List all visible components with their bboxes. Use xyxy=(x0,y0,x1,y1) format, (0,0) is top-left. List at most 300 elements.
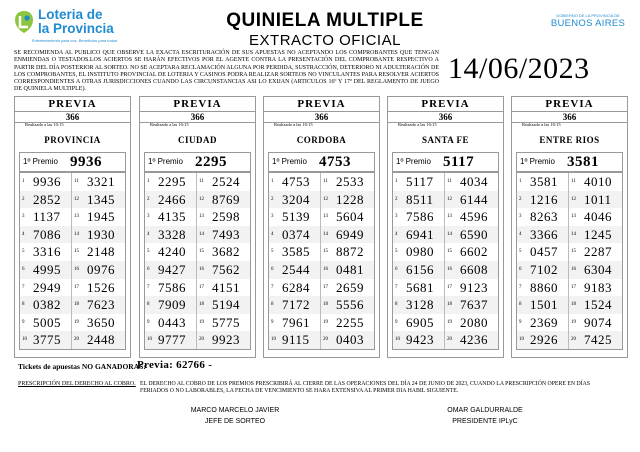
result-number: 3366 xyxy=(530,226,558,242)
position-index: 2 xyxy=(271,196,274,202)
position-index: 14 xyxy=(447,231,452,237)
panel-draw-number: 366 xyxy=(264,111,379,123)
result-number: 6949 xyxy=(336,226,364,242)
column-divider xyxy=(444,191,445,209)
logo-mark-icon xyxy=(14,10,34,34)
column-divider xyxy=(71,208,72,226)
result-row xyxy=(393,208,498,226)
result-number: 6144 xyxy=(460,191,488,207)
result-number: 8860 xyxy=(530,279,558,295)
signer-role: PRESIDENTE IPLyC xyxy=(452,418,518,425)
position-index: 9 xyxy=(519,319,522,325)
position-index: 7 xyxy=(22,284,25,290)
first-prize-value: 3581 xyxy=(567,154,599,170)
result-number: 2080 xyxy=(460,314,488,330)
column-divider xyxy=(320,314,321,332)
position-index: 11 xyxy=(74,179,79,184)
column-divider xyxy=(71,261,72,279)
column-divider xyxy=(196,279,197,297)
position-index: 1 xyxy=(271,179,274,184)
first-prize-box xyxy=(516,152,623,172)
position-index: 13 xyxy=(447,214,452,220)
result-number: 0403 xyxy=(336,332,364,348)
position-index: 18 xyxy=(199,302,204,308)
column-divider xyxy=(568,314,569,332)
position-index: 5 xyxy=(395,249,398,255)
result-number: 9777 xyxy=(158,332,186,348)
result-number: 6284 xyxy=(282,279,310,295)
column-divider xyxy=(71,243,72,261)
result-number: 3682 xyxy=(212,244,240,260)
result-number: 3585 xyxy=(282,244,310,260)
position-index: 10 xyxy=(147,337,152,343)
column-divider xyxy=(320,296,321,314)
result-number: 5556 xyxy=(336,297,364,313)
column-divider xyxy=(444,173,445,191)
result-row xyxy=(145,208,250,226)
position-index: 4 xyxy=(519,231,522,237)
position-index: 8 xyxy=(271,302,274,308)
column-divider xyxy=(320,208,321,226)
result-number: 1137 xyxy=(33,209,61,225)
result-row xyxy=(269,261,374,279)
result-number: 4135 xyxy=(158,209,186,225)
result-number: 4240 xyxy=(158,244,186,260)
result-number: 7623 xyxy=(87,297,115,313)
result-row xyxy=(269,314,374,332)
position-index: 6 xyxy=(147,267,150,272)
result-number: 1524 xyxy=(584,297,612,313)
panel-jurisdiction: CIUDAD xyxy=(178,135,217,145)
position-index: 20 xyxy=(323,337,328,343)
column-divider xyxy=(196,261,197,279)
first-prize-box xyxy=(144,152,251,172)
column-divider xyxy=(444,279,445,297)
panel-draw-time: Realizado a las 10:15 xyxy=(398,122,437,127)
position-index: 14 xyxy=(199,231,204,237)
result-number: 7909 xyxy=(158,297,186,313)
result-row xyxy=(20,173,125,191)
position-index: 12 xyxy=(323,196,328,202)
results-panel xyxy=(14,96,131,358)
position-index: 6 xyxy=(271,267,274,272)
result-number: 4995 xyxy=(33,262,61,277)
result-row xyxy=(517,226,622,244)
result-number: 4236 xyxy=(460,332,488,348)
position-index: 13 xyxy=(571,214,576,220)
result-number: 7493 xyxy=(212,226,240,242)
result-number: 9115 xyxy=(282,332,310,348)
results-grid xyxy=(144,172,251,350)
column-divider xyxy=(568,261,569,279)
position-index: 16 xyxy=(571,267,576,272)
column-divider xyxy=(568,226,569,244)
position-index: 19 xyxy=(323,319,328,325)
result-number: 2659 xyxy=(336,279,364,295)
result-row xyxy=(393,226,498,244)
result-number: 2448 xyxy=(87,332,115,348)
panel-draw-label: PREVIA xyxy=(545,98,594,110)
position-index: 15 xyxy=(74,249,79,255)
prescription-text: EL DERECHO AL COBRO DE LOS PREMIOS PRESCRIBIRÁ AL CIERRE DE LAS OPERACIONES DEL DÍA 24 DE JUNIO DE 2023, CUANDO LA PRESCRIPCIÓN OPERE EN DÍAS FERIADOS O NO LABORABLES, LA FECHA DE VENCIMIENTO SE HARA EXTENSIVA AL PRIMER DIA HABIL SIGUIENTE. xyxy=(140,381,591,394)
result-number: 1245 xyxy=(584,226,612,242)
position-index: 12 xyxy=(74,196,79,202)
position-index: 15 xyxy=(323,249,328,255)
position-index: 12 xyxy=(447,196,452,202)
result-number: 7637 xyxy=(460,297,488,313)
position-index: 13 xyxy=(199,214,204,220)
result-number: 6304 xyxy=(584,262,612,277)
result-row xyxy=(269,296,374,314)
result-number: 0481 xyxy=(336,262,364,277)
panel-draw-label: PREVIA xyxy=(48,98,97,110)
panel-draw-time: Realizado a las 10:15 xyxy=(274,122,313,127)
panel-draw-time: Realizado a las 10:15 xyxy=(150,122,189,127)
results-grid xyxy=(19,172,126,350)
result-number: 1501 xyxy=(530,297,558,313)
column-divider xyxy=(444,261,445,279)
position-index: 14 xyxy=(74,231,79,237)
position-index: 10 xyxy=(519,337,524,343)
column-divider xyxy=(444,243,445,261)
result-number: 5194 xyxy=(212,297,240,313)
result-row xyxy=(20,191,125,209)
result-row xyxy=(269,331,374,349)
column-divider xyxy=(444,314,445,332)
first-prize-value: 4753 xyxy=(319,154,351,170)
page-title: QUINIELA MULTIPLE xyxy=(226,10,424,31)
position-index: 10 xyxy=(395,337,400,343)
result-row xyxy=(269,173,374,191)
position-index: 9 xyxy=(271,319,274,325)
position-index: 15 xyxy=(447,249,452,255)
position-index: 13 xyxy=(323,214,328,220)
logo-tagline: Entretenimiento para vos, Beneficios para todos. xyxy=(32,38,119,43)
position-index: 17 xyxy=(323,284,328,290)
position-index: 17 xyxy=(571,284,576,290)
position-index: 8 xyxy=(22,302,25,308)
results-panel xyxy=(387,96,504,358)
position-index: 7 xyxy=(395,284,398,290)
position-index: 11 xyxy=(571,179,576,184)
result-number: 6905 xyxy=(406,314,434,330)
result-row xyxy=(269,243,374,261)
result-number: 0980 xyxy=(406,244,434,260)
position-index: 1 xyxy=(147,179,150,184)
result-number: 4753 xyxy=(282,174,310,189)
result-number: 5681 xyxy=(406,279,434,295)
position-index: 12 xyxy=(199,196,204,202)
first-prize-label: 1º Premio xyxy=(396,157,431,166)
result-row xyxy=(517,279,622,297)
position-index: 11 xyxy=(199,179,204,184)
result-number: 9123 xyxy=(460,279,488,295)
column-divider xyxy=(320,279,321,297)
position-index: 16 xyxy=(199,267,204,272)
column-divider xyxy=(320,226,321,244)
column-divider xyxy=(320,261,321,279)
no-winners-value: Previa: 62766 - xyxy=(137,359,213,371)
result-number: 2949 xyxy=(33,279,61,295)
position-index: 6 xyxy=(395,267,398,272)
result-row xyxy=(517,173,622,191)
result-number: 8769 xyxy=(212,191,240,207)
result-number: 6156 xyxy=(406,262,434,277)
panel-draw-number: 366 xyxy=(512,111,627,123)
result-number: 2255 xyxy=(336,314,364,330)
result-row xyxy=(393,279,498,297)
first-prize-label: 1º Premio xyxy=(148,157,183,166)
result-number: 9923 xyxy=(212,332,240,348)
result-number: 1011 xyxy=(584,191,612,207)
position-index: 9 xyxy=(22,319,25,325)
position-index: 3 xyxy=(22,214,25,220)
column-divider xyxy=(444,208,445,226)
result-number: 2287 xyxy=(584,244,612,260)
result-row xyxy=(393,243,498,261)
results-panel xyxy=(263,96,380,358)
result-number: 8511 xyxy=(406,191,434,207)
signer-name: MARCO MARCELO JAVIER xyxy=(190,407,280,414)
results-panel xyxy=(511,96,628,358)
signature-block-1 xyxy=(170,405,300,427)
first-prize-label: 1º Premio xyxy=(520,157,555,166)
column-divider xyxy=(196,296,197,314)
no-winners-label: Tickets de apuestas NO GANADORAS: xyxy=(18,362,146,371)
result-row xyxy=(393,296,498,314)
column-divider xyxy=(568,191,569,209)
result-number: 3321 xyxy=(87,174,115,189)
result-number: 7425 xyxy=(584,332,612,348)
result-number: 1345 xyxy=(87,191,115,207)
position-index: 2 xyxy=(147,196,150,202)
result-number: 2544 xyxy=(282,262,310,277)
result-number: 3650 xyxy=(87,314,115,330)
column-divider xyxy=(444,331,445,349)
result-row xyxy=(20,279,125,297)
logo-text-line1: Loteria de xyxy=(38,7,103,22)
panel-draw-label: PREVIA xyxy=(297,98,346,110)
result-row xyxy=(145,191,250,209)
position-index: 20 xyxy=(447,337,452,343)
result-row xyxy=(20,208,125,226)
first-prize-value: 9936 xyxy=(70,154,102,170)
position-index: 13 xyxy=(74,214,79,220)
column-divider xyxy=(444,226,445,244)
position-index: 16 xyxy=(323,267,328,272)
result-row xyxy=(269,226,374,244)
result-number: 2369 xyxy=(530,314,558,330)
column-divider xyxy=(568,279,569,297)
position-index: 12 xyxy=(571,196,576,202)
panel-draw-time: Realizado a las 10:15 xyxy=(522,122,561,127)
column-divider xyxy=(320,191,321,209)
position-index: 10 xyxy=(271,337,276,343)
result-number: 9936 xyxy=(33,174,61,189)
column-divider xyxy=(71,226,72,244)
column-divider xyxy=(320,173,321,191)
position-index: 11 xyxy=(447,179,452,184)
result-number: 7102 xyxy=(530,262,558,277)
position-index: 1 xyxy=(519,179,522,184)
column-divider xyxy=(320,331,321,349)
column-divider xyxy=(568,208,569,226)
results-panel xyxy=(139,96,256,358)
position-index: 18 xyxy=(447,302,452,308)
position-index: 5 xyxy=(271,249,274,255)
first-prize-value: 5117 xyxy=(443,154,475,170)
position-index: 8 xyxy=(519,302,522,308)
signature-block-2 xyxy=(425,405,545,427)
result-row xyxy=(20,261,125,279)
result-row xyxy=(393,173,498,191)
panel-jurisdiction: CORDOBA xyxy=(296,135,347,145)
result-number: 2533 xyxy=(336,174,364,189)
result-number: 3204 xyxy=(282,191,310,207)
result-number: 3316 xyxy=(33,244,61,260)
result-number: 2598 xyxy=(212,209,240,225)
position-index: 3 xyxy=(147,214,150,220)
position-index: 20 xyxy=(74,337,79,343)
result-row xyxy=(20,296,125,314)
result-number: 7961 xyxy=(282,314,310,330)
result-number: 4034 xyxy=(460,174,488,189)
first-prize-label: 1º Premio xyxy=(23,157,58,166)
column-divider xyxy=(71,314,72,332)
result-number: 2148 xyxy=(87,244,115,260)
result-number: 0374 xyxy=(282,226,310,242)
result-number: 9423 xyxy=(406,332,434,348)
first-prize-box xyxy=(268,152,375,172)
position-index: 15 xyxy=(199,249,204,255)
government-label: GOBIERNO DE LA PROVINCIA DE xyxy=(556,13,620,18)
column-divider xyxy=(444,296,445,314)
result-row xyxy=(145,243,250,261)
column-divider xyxy=(568,331,569,349)
position-index: 19 xyxy=(571,319,576,325)
result-row xyxy=(145,226,250,244)
position-index: 19 xyxy=(74,319,79,325)
column-divider xyxy=(196,173,197,191)
result-number: 3775 xyxy=(33,332,61,348)
result-number: 2466 xyxy=(158,191,186,207)
column-divider xyxy=(71,296,72,314)
result-number: 2524 xyxy=(212,174,240,189)
column-divider xyxy=(568,243,569,261)
result-number: 6590 xyxy=(460,226,488,242)
result-number: 6608 xyxy=(460,262,488,277)
result-number: 5139 xyxy=(282,209,310,225)
position-index: 8 xyxy=(395,302,398,308)
result-number: 1228 xyxy=(336,191,364,207)
result-number: 7172 xyxy=(282,297,310,313)
position-index: 4 xyxy=(271,231,274,237)
position-index: 2 xyxy=(519,196,522,202)
panel-jurisdiction: PROVINCIA xyxy=(44,135,101,145)
result-number: 6602 xyxy=(460,244,488,260)
position-index: 7 xyxy=(519,284,522,290)
panel-draw-label: PREVIA xyxy=(173,98,222,110)
position-index: 7 xyxy=(147,284,150,290)
result-row xyxy=(20,314,125,332)
position-index: 5 xyxy=(147,249,150,255)
result-row xyxy=(20,226,125,244)
position-index: 3 xyxy=(271,214,274,220)
position-index: 14 xyxy=(323,231,328,237)
column-divider xyxy=(568,173,569,191)
signer-name: OMAR GALDURRALDE xyxy=(447,407,523,414)
result-number: 1945 xyxy=(87,209,115,225)
result-number: 9183 xyxy=(584,279,612,295)
result-number: 8872 xyxy=(336,244,364,260)
government-logo: BUENOS AIRES xyxy=(550,18,626,29)
result-number: 3328 xyxy=(158,226,186,242)
panel-jurisdiction: ENTRE RIOS xyxy=(539,135,600,145)
result-row xyxy=(393,191,498,209)
result-number: 4010 xyxy=(584,174,612,189)
column-divider xyxy=(196,314,197,332)
signer-role: JEFE DE SORTEO xyxy=(204,418,266,425)
results-grid xyxy=(392,172,499,350)
position-index: 7 xyxy=(271,284,274,290)
result-number: 9427 xyxy=(158,262,186,277)
position-index: 3 xyxy=(395,214,398,220)
result-number: 1930 xyxy=(87,226,115,242)
position-index: 4 xyxy=(395,231,398,237)
position-index: 1 xyxy=(395,179,398,184)
result-number: 5005 xyxy=(33,314,61,330)
result-number: 0457 xyxy=(530,244,558,260)
result-row xyxy=(269,191,374,209)
position-index: 17 xyxy=(447,284,452,290)
result-row xyxy=(517,208,622,226)
logo-text-line2: la Provincia xyxy=(38,21,114,36)
panel-draw-time: Realizado a las 10:15 xyxy=(25,122,64,127)
first-prize-box xyxy=(19,152,126,172)
result-number: 5604 xyxy=(336,209,364,225)
result-number: 4046 xyxy=(584,209,612,225)
first-prize-value: 2295 xyxy=(195,154,227,170)
result-row xyxy=(517,261,622,279)
position-index: 8 xyxy=(147,302,150,308)
result-number: 0976 xyxy=(87,262,115,277)
result-number: 1216 xyxy=(530,191,558,207)
result-row xyxy=(145,331,250,349)
draw-date: 14/06/2023 xyxy=(448,52,590,85)
column-divider xyxy=(71,173,72,191)
result-number: 9074 xyxy=(584,314,612,330)
position-index: 15 xyxy=(571,249,576,255)
lottery-logo xyxy=(14,8,119,48)
position-index: 18 xyxy=(571,302,576,308)
result-number: 2852 xyxy=(33,191,61,207)
result-row xyxy=(269,208,374,226)
column-divider xyxy=(196,243,197,261)
position-index: 19 xyxy=(447,319,452,325)
position-index: 1 xyxy=(22,179,25,184)
public-notice: SE RECOMIENDA AL PUBLICO QUE OBSERVE LA EXACTA ESCRITURACIÓN DE SUS APUESTAS NO ACEPTANDO LOS COMPROBANTES QUE TENGAN ENMIENDAS O TESTADOS.LOS ACIERTOS SE HARÁN EFECTIVOS POR EL AGENTE CONTRA LA PRESENTACIÓN DEL COMPROBANTE RESPECTIVO A PARTIR DEL DÍA POSTERIOR AL SORTEO. NO SE ACEPTARA RECLAMACIÓN ALGUNA POR PERDIDA, SUSTRACCIÓN, DETERIORO NI ADULTERACIÓN DE LOS COMPROBANTES, EL INSTITUTO PROVINCIAL DE LOTERIA Y CASINOS PODRA REALIZAR SORTEOS NO VINCULANTES PARA RESOLVER ACIERTOS CORRESPONDIENTES A OTRAS JURISDICCIONES CUANDO LAS CIRCUNSTANCIAS ASI LO EXIJAN (ARTICULOS 16º Y 17º DEL REGLAMENTO DE JUEGO DE QUINIELA MULTIPLE). xyxy=(14,50,439,93)
result-number: 7562 xyxy=(212,262,240,277)
result-number: 8263 xyxy=(530,209,558,225)
result-row xyxy=(145,261,250,279)
results-grid xyxy=(268,172,375,350)
position-index: 16 xyxy=(74,267,79,272)
result-row xyxy=(145,296,250,314)
panel-draw-label: PREVIA xyxy=(421,98,470,110)
result-row xyxy=(393,314,498,332)
result-row xyxy=(145,279,250,297)
result-row xyxy=(20,243,125,261)
